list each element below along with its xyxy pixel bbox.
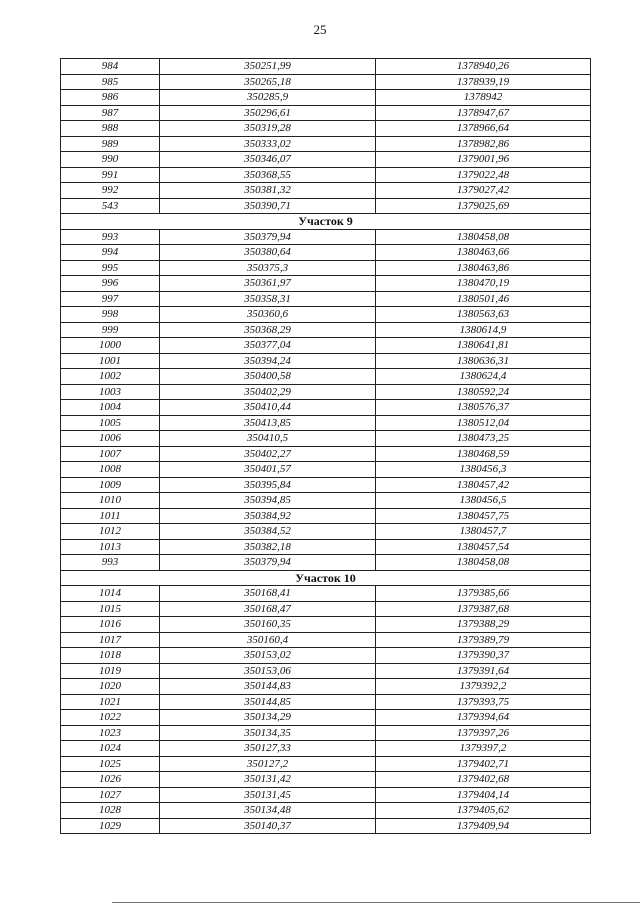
y-coordinate-cell: 1380458,08	[376, 555, 591, 571]
point-number-cell: 1018	[61, 648, 160, 664]
x-coordinate-cell: 350296,61	[160, 105, 376, 121]
point-number-cell: 988	[61, 121, 160, 137]
table-row	[61, 152, 591, 168]
point-number-cell: 1022	[61, 710, 160, 726]
coordinates-table	[60, 58, 591, 834]
y-coordinate-cell: 1380468,59	[376, 446, 591, 462]
table-row	[61, 307, 591, 323]
y-coordinate-cell: 1378966,64	[376, 121, 591, 137]
x-coordinate-cell: 350285,9	[160, 90, 376, 106]
y-coordinate-cell: 1379389,79	[376, 632, 591, 648]
point-number-cell: 985	[61, 74, 160, 90]
x-coordinate-cell: 350319,28	[160, 121, 376, 137]
point-number-cell: 1016	[61, 617, 160, 633]
point-number-cell: 1025	[61, 756, 160, 772]
x-coordinate-cell: 350140,37	[160, 818, 376, 834]
point-number-cell: 984	[61, 59, 160, 75]
point-number-cell: 987	[61, 105, 160, 121]
point-number-cell: 1028	[61, 803, 160, 819]
point-number-cell: 1021	[61, 694, 160, 710]
y-coordinate-cell: 1380641,81	[376, 338, 591, 354]
x-coordinate-cell: 350251,99	[160, 59, 376, 75]
x-coordinate-cell: 350382,18	[160, 539, 376, 555]
point-number-cell: 1008	[61, 462, 160, 478]
table-row	[61, 508, 591, 524]
table-row	[61, 291, 591, 307]
x-coordinate-cell: 350131,45	[160, 787, 376, 803]
table-row	[61, 756, 591, 772]
table-row	[61, 787, 591, 803]
table-row	[61, 477, 591, 493]
x-coordinate-cell: 350380,64	[160, 245, 376, 261]
table-row	[61, 105, 591, 121]
x-coordinate-cell: 350160,4	[160, 632, 376, 648]
point-number-cell: 1011	[61, 508, 160, 524]
x-coordinate-cell: 350379,94	[160, 555, 376, 571]
x-coordinate-cell: 350361,97	[160, 276, 376, 292]
y-coordinate-cell: 1379385,66	[376, 586, 591, 602]
x-coordinate-cell: 350360,6	[160, 307, 376, 323]
y-coordinate-cell: 1378942	[376, 90, 591, 106]
y-coordinate-cell: 1379027,42	[376, 183, 591, 199]
point-number-cell: 995	[61, 260, 160, 276]
y-coordinate-cell: 1379001,96	[376, 152, 591, 168]
x-coordinate-cell: 350127,2	[160, 756, 376, 772]
table-row	[61, 400, 591, 416]
x-coordinate-cell: 350153,06	[160, 663, 376, 679]
x-coordinate-cell: 350377,04	[160, 338, 376, 354]
point-number-cell: 1010	[61, 493, 160, 509]
y-coordinate-cell: 1380457,7	[376, 524, 591, 540]
point-number-cell: 1020	[61, 679, 160, 695]
table-row	[61, 725, 591, 741]
point-number-cell: 993	[61, 229, 160, 245]
table-row	[61, 384, 591, 400]
table-row	[61, 229, 591, 245]
y-coordinate-cell: 1380456,5	[376, 493, 591, 509]
point-number-cell: 1000	[61, 338, 160, 354]
y-coordinate-cell: 1379388,29	[376, 617, 591, 633]
y-coordinate-cell: 1379393,75	[376, 694, 591, 710]
table-row	[61, 632, 591, 648]
point-number-cell: 1004	[61, 400, 160, 416]
table-row	[61, 586, 591, 602]
x-coordinate-cell: 350144,83	[160, 679, 376, 695]
point-number-cell: 1002	[61, 369, 160, 385]
point-number-cell: 1027	[61, 787, 160, 803]
y-coordinate-cell: 1380457,75	[376, 508, 591, 524]
point-number-cell: 999	[61, 322, 160, 338]
table-row	[61, 74, 591, 90]
point-number-cell: 990	[61, 152, 160, 168]
point-number-cell: 1023	[61, 725, 160, 741]
table-row	[61, 772, 591, 788]
x-coordinate-cell: 350368,55	[160, 167, 376, 183]
y-coordinate-cell: 1379397,2	[376, 741, 591, 757]
y-coordinate-cell: 1379404,14	[376, 787, 591, 803]
point-number-cell: 1013	[61, 539, 160, 555]
x-coordinate-cell: 350401,57	[160, 462, 376, 478]
x-coordinate-cell: 350168,47	[160, 601, 376, 617]
x-coordinate-cell: 350358,31	[160, 291, 376, 307]
point-number-cell: 994	[61, 245, 160, 261]
table-row	[61, 803, 591, 819]
table-row	[61, 90, 591, 106]
y-coordinate-cell: 1379390,37	[376, 648, 591, 664]
point-number-cell: 991	[61, 167, 160, 183]
x-coordinate-cell: 350379,94	[160, 229, 376, 245]
y-coordinate-cell: 1379022,48	[376, 167, 591, 183]
table-row	[61, 245, 591, 261]
y-coordinate-cell: 1380456,3	[376, 462, 591, 478]
table-row	[61, 663, 591, 679]
y-coordinate-cell: 1379394,64	[376, 710, 591, 726]
table-row	[61, 524, 591, 540]
table-row	[61, 415, 591, 431]
table-row	[61, 446, 591, 462]
table-row	[61, 493, 591, 509]
table-row	[61, 167, 591, 183]
table-row	[61, 369, 591, 385]
table-row	[61, 198, 591, 214]
x-coordinate-cell: 350384,52	[160, 524, 376, 540]
point-number-cell: 1024	[61, 741, 160, 757]
x-coordinate-cell: 350134,29	[160, 710, 376, 726]
y-coordinate-cell: 1378940,26	[376, 59, 591, 75]
point-number-cell: 993	[61, 555, 160, 571]
table-row	[61, 462, 591, 478]
table-row	[61, 322, 591, 338]
y-coordinate-cell: 1380501,46	[376, 291, 591, 307]
point-number-cell: 1026	[61, 772, 160, 788]
table-row	[61, 59, 591, 75]
table-row	[61, 136, 591, 152]
point-number-cell: 989	[61, 136, 160, 152]
x-coordinate-cell: 350265,18	[160, 74, 376, 90]
point-number-cell: 992	[61, 183, 160, 199]
page-bottom-edge	[112, 902, 640, 903]
y-coordinate-cell: 1380636,31	[376, 353, 591, 369]
x-coordinate-cell: 350381,32	[160, 183, 376, 199]
y-coordinate-cell: 1379405,62	[376, 803, 591, 819]
table-row	[61, 601, 591, 617]
point-number-cell: 1014	[61, 586, 160, 602]
point-number-cell: 996	[61, 276, 160, 292]
y-coordinate-cell: 1379391,64	[376, 663, 591, 679]
y-coordinate-cell: 1380614,9	[376, 322, 591, 338]
x-coordinate-cell: 350368,29	[160, 322, 376, 338]
y-coordinate-cell: 1378939,19	[376, 74, 591, 90]
y-coordinate-cell: 1380563,63	[376, 307, 591, 323]
y-coordinate-cell: 1379402,68	[376, 772, 591, 788]
x-coordinate-cell: 350375,3	[160, 260, 376, 276]
x-coordinate-cell: 350384,92	[160, 508, 376, 524]
point-number-cell: 986	[61, 90, 160, 106]
y-coordinate-cell: 1379387,68	[376, 601, 591, 617]
x-coordinate-cell: 350395,84	[160, 477, 376, 493]
y-coordinate-cell: 1380592,24	[376, 384, 591, 400]
x-coordinate-cell: 350394,24	[160, 353, 376, 369]
x-coordinate-cell: 350153,02	[160, 648, 376, 664]
point-number-cell: 1029	[61, 818, 160, 834]
x-coordinate-cell: 350160,35	[160, 617, 376, 633]
table-row	[61, 338, 591, 354]
point-number-cell: 543	[61, 198, 160, 214]
section-title: Участок 9	[61, 214, 591, 230]
x-coordinate-cell: 350390,71	[160, 198, 376, 214]
x-coordinate-cell: 350134,48	[160, 803, 376, 819]
point-number-cell: 1009	[61, 477, 160, 493]
y-coordinate-cell: 1380470,19	[376, 276, 591, 292]
table-row	[61, 431, 591, 447]
table-row	[61, 555, 591, 571]
table-row	[61, 679, 591, 695]
point-number-cell: 1012	[61, 524, 160, 540]
table-row	[61, 694, 591, 710]
x-coordinate-cell: 350402,27	[160, 446, 376, 462]
y-coordinate-cell: 1379025,69	[376, 198, 591, 214]
table-row	[61, 539, 591, 555]
y-coordinate-cell: 1380457,42	[376, 477, 591, 493]
point-number-cell: 1007	[61, 446, 160, 462]
y-coordinate-cell: 1379402,71	[376, 756, 591, 772]
table-row	[61, 818, 591, 834]
table-row	[61, 353, 591, 369]
x-coordinate-cell: 350402,29	[160, 384, 376, 400]
table-row	[61, 121, 591, 137]
y-coordinate-cell: 1379392,2	[376, 679, 591, 695]
y-coordinate-cell: 1378982,86	[376, 136, 591, 152]
x-coordinate-cell: 350134,35	[160, 725, 376, 741]
point-number-cell: 998	[61, 307, 160, 323]
section-heading-row	[61, 214, 591, 230]
x-coordinate-cell: 350144,85	[160, 694, 376, 710]
point-number-cell: 1017	[61, 632, 160, 648]
y-coordinate-cell: 1380463,86	[376, 260, 591, 276]
point-number-cell: 1005	[61, 415, 160, 431]
x-coordinate-cell: 350168,41	[160, 586, 376, 602]
point-number-cell: 997	[61, 291, 160, 307]
y-coordinate-cell: 1379397,26	[376, 725, 591, 741]
table-row	[61, 710, 591, 726]
x-coordinate-cell: 350410,5	[160, 431, 376, 447]
coordinates-table-body	[61, 59, 591, 834]
x-coordinate-cell: 350333,02	[160, 136, 376, 152]
table-row	[61, 741, 591, 757]
x-coordinate-cell: 350127,33	[160, 741, 376, 757]
table-row	[61, 183, 591, 199]
y-coordinate-cell: 1380624,4	[376, 369, 591, 385]
x-coordinate-cell: 350400,58	[160, 369, 376, 385]
y-coordinate-cell: 1380576,37	[376, 400, 591, 416]
point-number-cell: 1015	[61, 601, 160, 617]
table-row	[61, 260, 591, 276]
section-heading-row	[61, 570, 591, 586]
table-row	[61, 276, 591, 292]
page-number: 25	[313, 22, 327, 37]
x-coordinate-cell: 350131,42	[160, 772, 376, 788]
point-number-cell: 1001	[61, 353, 160, 369]
point-number-cell: 1019	[61, 663, 160, 679]
point-number-cell: 1006	[61, 431, 160, 447]
section-title: Участок 10	[61, 570, 591, 586]
x-coordinate-cell: 350346,07	[160, 152, 376, 168]
y-coordinate-cell: 1380463,66	[376, 245, 591, 261]
table-row	[61, 648, 591, 664]
table-row	[61, 617, 591, 633]
y-coordinate-cell: 1380473,25	[376, 431, 591, 447]
y-coordinate-cell: 1380457,54	[376, 539, 591, 555]
y-coordinate-cell: 1379409,94	[376, 818, 591, 834]
x-coordinate-cell: 350413,85	[160, 415, 376, 431]
y-coordinate-cell: 1378947,67	[376, 105, 591, 121]
y-coordinate-cell: 1380458,08	[376, 229, 591, 245]
x-coordinate-cell: 350394,85	[160, 493, 376, 509]
y-coordinate-cell: 1380512,04	[376, 415, 591, 431]
point-number-cell: 1003	[61, 384, 160, 400]
x-coordinate-cell: 350410,44	[160, 400, 376, 416]
